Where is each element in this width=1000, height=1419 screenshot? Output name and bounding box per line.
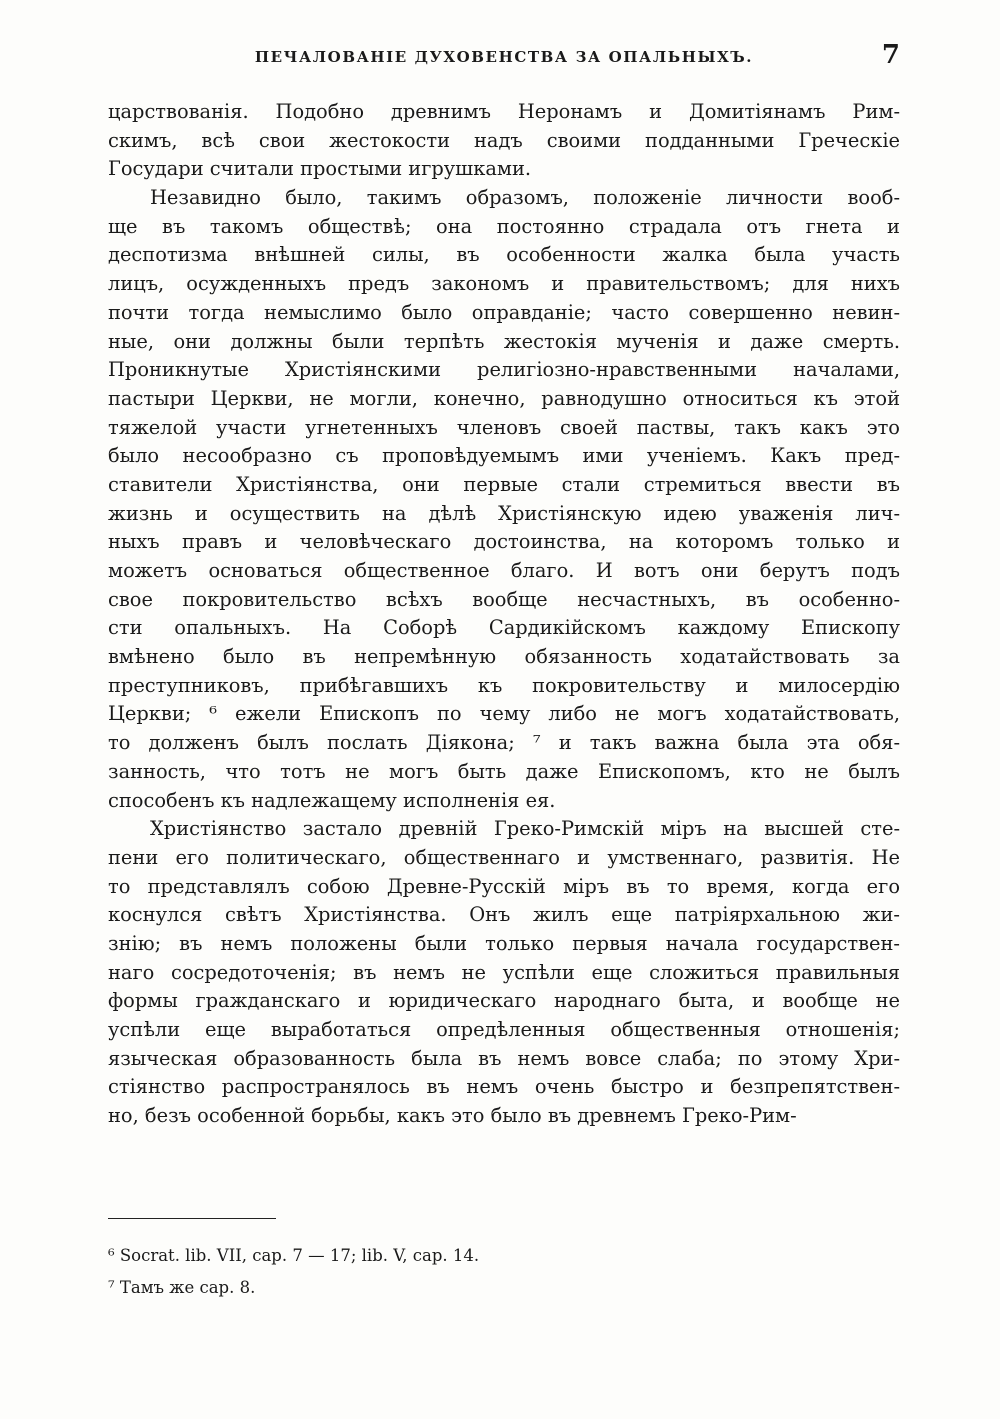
footnotes [108,1240,900,1304]
text-line: было несообразно съ проповѣдуемымъ ими ученіемъ. Какъ пред- [108,444,900,468]
paragraph-3 [108,815,900,1131]
text-line: ще въ такомъ обществѣ; она постоянно страдала отъ гнета и [108,214,900,238]
text-line: но, безъ особенной борьбы, какъ это было въ древнемъ Греко-Рим- [108,1104,797,1128]
footnote-7: ⁷ Тамъ же cap. 8. [108,1278,256,1297]
text-line: царствованія. Подобно древнимъ Неронамъ и Домитіянамъ Рим- [108,100,900,123]
text-line: преступниковъ, прибѣгавшихъ къ покровительству и милосердію [108,673,900,697]
text-line: коснулся свѣтъ Христіянства. Онъ жилъ еще патріярхальною жи- [108,903,900,927]
page-header [108,40,900,74]
text-line: сти опальныхъ. На Соборѣ Сардикійскомъ каждому Епископу [108,616,900,640]
text-line: Государи считали простыми игрушками. [108,157,532,181]
text-line: тяжелой участи угнетенныхъ членовъ своей паствы, такъ какъ это [108,415,900,439]
footnote-separator [108,1218,276,1219]
text-line: способенъ къ надлежащему исполненія ея. [108,788,556,812]
text-line: свое покровительство всѣхъ вообще несчастныхъ, въ особенно- [108,587,900,611]
text-line: жизнь и осуществить на дѣлѣ Христіянскую идею уваженія лич- [108,501,900,525]
text-line: лицъ, осужденныхъ предъ закономъ и правительствомъ; для нихъ [108,272,900,296]
text-line: ставители Христіянства, они первые стали стремиться ввести въ [108,472,900,496]
text-line: скимъ, всѣ свои жестокости надъ своими подданными Греческіе [108,128,900,152]
paragraph-2 [108,184,900,815]
text-line: стіянство распространялось въ немъ очень быстро и безпрепятствен- [108,1075,900,1099]
text-line: пени его политическаго, общественнаго и умственнаго, развитія. Не [108,845,900,869]
text-line: ныхъ правъ и человѣческаго достоинства, на которомъ только и [108,530,900,554]
text-line: вмѣнено было въ непремѣнную обязанность ходатайствовать за [108,645,900,669]
text-line: Проникнутые Христіянскими религіозно-нравственными началами, [108,358,900,382]
text-line: формы гражданскаго и юридическаго народнаго быта, и вообще не [108,989,900,1013]
text-line: почти тогда немыслимо было оправданіе; часто совершенно невин- [108,300,900,324]
running-title: ПЕЧАЛОВАНІЕ ДУХОВЕНСТВА ЗА ОПАЛЬНЫХЪ. [254,48,754,66]
text-line: Церкви; ⁶ ежели Епископъ по чему либо не могъ ходатайствовать, [108,702,900,726]
text-line: знію; въ немъ положены были только первыя начала государствен- [108,931,900,955]
text-line: можетъ основаться общественное благо. И вотъ они берутъ подъ [108,559,900,582]
text-line: деспотизма внѣшней силы, въ особенности жалка была участь [108,243,900,267]
text-line: Незавидно было, такимъ образомъ, положеніе личности вооб- [150,186,900,210]
body-text [108,98,900,1131]
text-line: пастыри Церкви, не могли, конечно, равнодушно относиться къ этой [108,386,900,410]
text-line: то долженъ былъ послать Діякона; ⁷ и такъ важна была эта обя- [108,731,900,755]
text-line: языческая образованность была въ немъ вовсе слаба; по этому Хри- [108,1046,900,1070]
footnote-6: ⁶ Socrat. lib. VII, cap. 7 — 17; lib. V, cap. 14. [108,1246,480,1265]
paragraph-1 [108,98,900,184]
text-line: занность, что тотъ не могъ быть даже Епископомъ, кто не былъ [108,759,900,783]
text-line: наго сосредоточенія; въ немъ не успѣли еще сложиться правильныя [108,960,900,984]
text-line: Христіянство застало древній Греко-Римскій міръ на высшей сте- [150,817,900,841]
text-line: то представлялъ собою Древне-Русскій міръ въ то время, когда его [108,874,900,898]
text-line: успѣли еще выработаться опредѣленныя общественныя отношенія; [108,1018,900,1041]
page-number: 7 [881,40,900,70]
text-line: ные, они должны были терпѣть жестокія мученія и даже смерть. [108,329,900,353]
